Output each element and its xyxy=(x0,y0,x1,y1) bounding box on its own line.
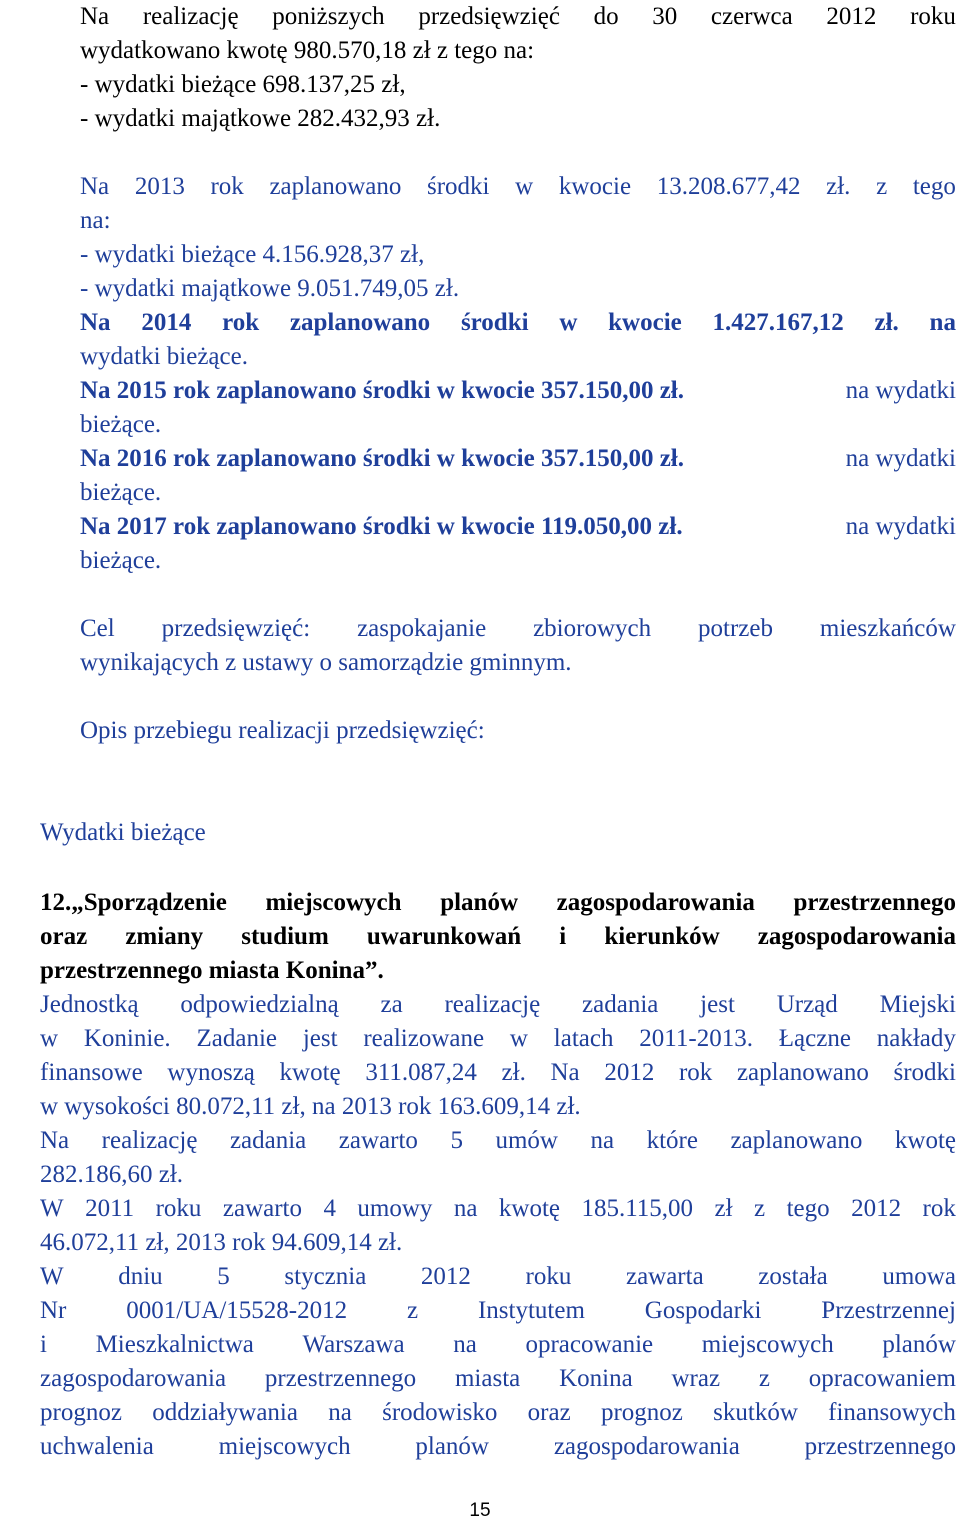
word: z xyxy=(406,1297,419,1324)
word: przedsięwzięć xyxy=(418,3,560,30)
word: tego xyxy=(912,173,956,200)
text-line: - wydatki majątkowe 282.432,93 zł. xyxy=(80,105,441,132)
word: realizację xyxy=(101,1127,198,1154)
word: nakłady xyxy=(876,1025,956,1052)
word: mieszkańców xyxy=(819,615,956,642)
word: Zadanie xyxy=(196,1025,277,1052)
text-line: 282.186,60 zł. xyxy=(40,1161,184,1188)
word: została xyxy=(758,1263,828,1290)
word: Miejski xyxy=(879,991,956,1018)
word: umowa xyxy=(882,1263,956,1290)
word: 311.087,24 xyxy=(365,1059,477,1086)
word: zł. xyxy=(826,173,851,200)
word: Mieszkalnictwa xyxy=(95,1331,254,1358)
word: 1.427.167,12 xyxy=(712,309,844,336)
page-number: 15 xyxy=(469,1500,491,1521)
text-line: - wydatki bieżące 698.137,25 zł, xyxy=(80,71,406,98)
word: roku xyxy=(525,1263,572,1290)
word: kierunków xyxy=(604,923,720,950)
word: na xyxy=(328,1399,352,1426)
word: dniu xyxy=(118,1263,163,1290)
word: środki xyxy=(460,309,529,336)
word: umowy xyxy=(357,1195,433,1222)
word: z xyxy=(876,173,888,200)
text-line xyxy=(80,306,956,340)
word: zł. xyxy=(501,1059,526,1086)
text-line: bieżące. xyxy=(80,411,162,438)
text-line xyxy=(40,1328,956,1362)
word: czerwca xyxy=(710,3,793,30)
word: i xyxy=(40,1331,47,1358)
word: miejscowych xyxy=(218,1433,351,1460)
text-line xyxy=(40,1056,956,1090)
text-line: wydatki bieżące. xyxy=(80,343,248,370)
word: Na xyxy=(80,3,110,30)
text-line xyxy=(80,0,956,34)
text-line: bieżące. xyxy=(80,547,162,574)
word: zł. xyxy=(874,309,899,336)
word: oraz xyxy=(527,1399,571,1426)
word: przestrzennego xyxy=(264,1365,417,1392)
word: Cel xyxy=(80,615,115,642)
text-line: bieżące. xyxy=(80,479,162,506)
word: latach xyxy=(553,1025,614,1052)
text-line xyxy=(80,442,956,476)
word: oraz xyxy=(40,923,88,950)
word: tego xyxy=(786,1195,830,1222)
word: opracowaniem xyxy=(808,1365,956,1392)
word: Instytutem xyxy=(477,1297,585,1324)
word: w xyxy=(509,1025,528,1052)
word: zawarta xyxy=(625,1263,704,1290)
text-segment: na wydatki xyxy=(845,513,956,540)
word: finansowe xyxy=(40,1059,143,1086)
word: wraz xyxy=(671,1365,721,1392)
word: 5 xyxy=(450,1127,463,1154)
word: do xyxy=(593,3,619,30)
text-line: wynikających z ustawy o samorządzie gminnym. xyxy=(80,649,572,676)
word: zagospodarowania xyxy=(757,923,956,950)
word: roku xyxy=(155,1195,202,1222)
word: rok xyxy=(678,1059,713,1086)
word: 13.208.677,42 xyxy=(656,173,801,200)
word: jest xyxy=(700,991,735,1018)
word: środki xyxy=(893,1059,956,1086)
item-title: przestrzennego miasta Konina”. xyxy=(40,957,384,984)
word: Na xyxy=(80,173,110,200)
word: zagospodarowania xyxy=(556,889,755,916)
word: zaplanowano xyxy=(269,173,402,200)
text-segment: Na 2017 rok zaplanowano środki w kwocie 119.050,00 zł. xyxy=(80,513,683,540)
word: kwotę xyxy=(279,1059,341,1086)
word: 2011-2013. xyxy=(639,1025,753,1052)
word: z xyxy=(754,1195,766,1222)
word: realizację xyxy=(444,991,541,1018)
word: prognoz xyxy=(600,1399,683,1426)
word: miasta xyxy=(454,1365,521,1392)
word: potrzeb xyxy=(698,615,773,642)
word: przestrzennego xyxy=(793,889,956,916)
text-line: w wysokości 80.072,11 zł, na 2013 rok 163.609,14 zł. xyxy=(40,1093,581,1120)
word: zagospodarowania xyxy=(40,1365,227,1392)
text-line xyxy=(40,1294,956,1328)
word: na xyxy=(929,309,956,336)
word: planów xyxy=(882,1331,956,1358)
word: zł xyxy=(714,1195,733,1222)
word: zaplanowano xyxy=(289,309,431,336)
word: 2012 xyxy=(420,1263,471,1290)
word: na xyxy=(453,1331,477,1358)
word: kwocie xyxy=(608,309,682,336)
word: w xyxy=(40,1025,59,1052)
text-segment: na wydatki xyxy=(845,377,956,404)
word: Łączne xyxy=(778,1025,851,1052)
text-line xyxy=(40,1260,956,1294)
word: za xyxy=(380,991,403,1018)
text-segment: Na 2015 rok zaplanowano środki w kwocie 357.150,00 zł. xyxy=(80,377,684,404)
word: 30 xyxy=(652,3,678,30)
text-line xyxy=(40,1124,956,1158)
word: środki xyxy=(427,173,490,200)
word: zadania xyxy=(582,991,659,1018)
text-line: - wydatki bieżące 4.156.928,37 zł, xyxy=(80,241,425,268)
word: na xyxy=(453,1195,478,1222)
word: Na xyxy=(80,309,111,336)
word: wynoszą xyxy=(167,1059,255,1086)
section-heading: Opis przebiegu realizacji przedsięwzięć: xyxy=(80,717,485,744)
word: opracowanie xyxy=(525,1331,654,1358)
text-line xyxy=(80,510,956,544)
word: kwocie xyxy=(558,173,632,200)
word: skutków xyxy=(713,1399,798,1426)
word: Na xyxy=(40,1127,70,1154)
word: realizowane xyxy=(363,1025,485,1052)
word: 2011 xyxy=(85,1195,135,1222)
word: planów xyxy=(440,889,518,916)
word: Koninie. xyxy=(83,1025,171,1052)
text-line: wydatkowano kwotę 980.570,18 zł z tego na: xyxy=(80,37,535,64)
word: studium xyxy=(241,923,329,950)
word: Na xyxy=(550,1059,580,1086)
word: miejscowych xyxy=(701,1331,834,1358)
word: rok xyxy=(222,309,260,336)
word: Urząd xyxy=(776,991,838,1018)
word: Przestrzennej xyxy=(821,1297,956,1324)
word: poniższych xyxy=(272,3,385,30)
text-line xyxy=(40,1396,956,1430)
word: 2012 xyxy=(604,1059,655,1086)
word: środowisko xyxy=(382,1399,498,1426)
word: zawarto xyxy=(222,1195,302,1222)
word: 2012 xyxy=(826,3,877,30)
word: 5 xyxy=(217,1263,230,1290)
text-line xyxy=(80,374,956,408)
word: miejscowych xyxy=(265,889,402,916)
word: roku xyxy=(910,3,956,30)
word: zadania xyxy=(229,1127,307,1154)
word: 2013 xyxy=(134,173,185,200)
word: zaplanowano xyxy=(730,1127,863,1154)
word: Jednostką xyxy=(40,991,139,1018)
word: Warszawa xyxy=(302,1331,405,1358)
section-heading: Wydatki bieżące xyxy=(40,819,206,846)
word: umów xyxy=(495,1127,558,1154)
word: przedsięwzięć: xyxy=(161,615,311,642)
word: 2014 xyxy=(141,309,192,336)
word: zbiorowych xyxy=(533,615,652,642)
word: jest xyxy=(302,1025,338,1052)
word: Konina xyxy=(559,1365,633,1392)
word: 12.„Sporządzenie xyxy=(40,889,227,916)
text-line xyxy=(40,1022,956,1056)
word: na xyxy=(590,1127,615,1154)
word: zagospodarowania xyxy=(553,1433,740,1460)
word: zaspokajanie xyxy=(357,615,487,642)
word: 0001/UA/15528-2012 xyxy=(126,1297,348,1324)
item-title xyxy=(40,886,956,920)
word: 4 xyxy=(323,1195,336,1222)
word: kwotę xyxy=(894,1127,956,1154)
word: planów xyxy=(415,1433,489,1460)
word: Nr xyxy=(40,1297,67,1324)
text-line: - wydatki majątkowe 9.051.749,05 zł. xyxy=(80,275,460,302)
item-title xyxy=(40,920,956,954)
text-line xyxy=(40,1430,956,1464)
word: z xyxy=(758,1365,770,1392)
word: zmiany xyxy=(125,923,204,950)
word: kwotę xyxy=(498,1195,561,1222)
word: Gospodarki xyxy=(644,1297,762,1324)
word: zaplanowano xyxy=(736,1059,869,1086)
word: stycznia xyxy=(284,1263,367,1290)
word: zawarto xyxy=(338,1127,418,1154)
word: 2012 xyxy=(851,1195,902,1222)
word: 185.115,00 xyxy=(581,1195,694,1222)
word: w xyxy=(559,309,578,336)
word: odpowiedzialną xyxy=(180,991,339,1018)
word: w xyxy=(515,173,534,200)
word: rok xyxy=(922,1195,956,1222)
text-line: na: xyxy=(80,207,111,234)
word: W xyxy=(40,1263,64,1290)
text-segment: Na 2016 rok zaplanowano środki w kwocie 357.150,00 zł. xyxy=(80,445,684,472)
text-line xyxy=(40,988,956,1022)
word: przestrzennego xyxy=(804,1433,956,1460)
word: prognoz xyxy=(40,1399,122,1426)
word: oddziaływania xyxy=(152,1399,298,1426)
word: które xyxy=(646,1127,698,1154)
text-line xyxy=(40,1192,956,1226)
text-line xyxy=(40,1362,956,1396)
word: realizację xyxy=(142,3,239,30)
text-line xyxy=(80,612,956,646)
text-line xyxy=(80,170,956,204)
word: rok xyxy=(210,173,244,200)
word: i xyxy=(559,923,567,950)
word: finansowych xyxy=(828,1399,956,1426)
text-segment: na wydatki xyxy=(845,445,956,472)
word: W xyxy=(40,1195,64,1222)
word: uwarunkowań xyxy=(366,923,522,950)
text-line: 46.072,11 zł, 2013 rok 94.609,14 zł. xyxy=(40,1229,403,1256)
word: uchwalenia xyxy=(40,1433,154,1460)
